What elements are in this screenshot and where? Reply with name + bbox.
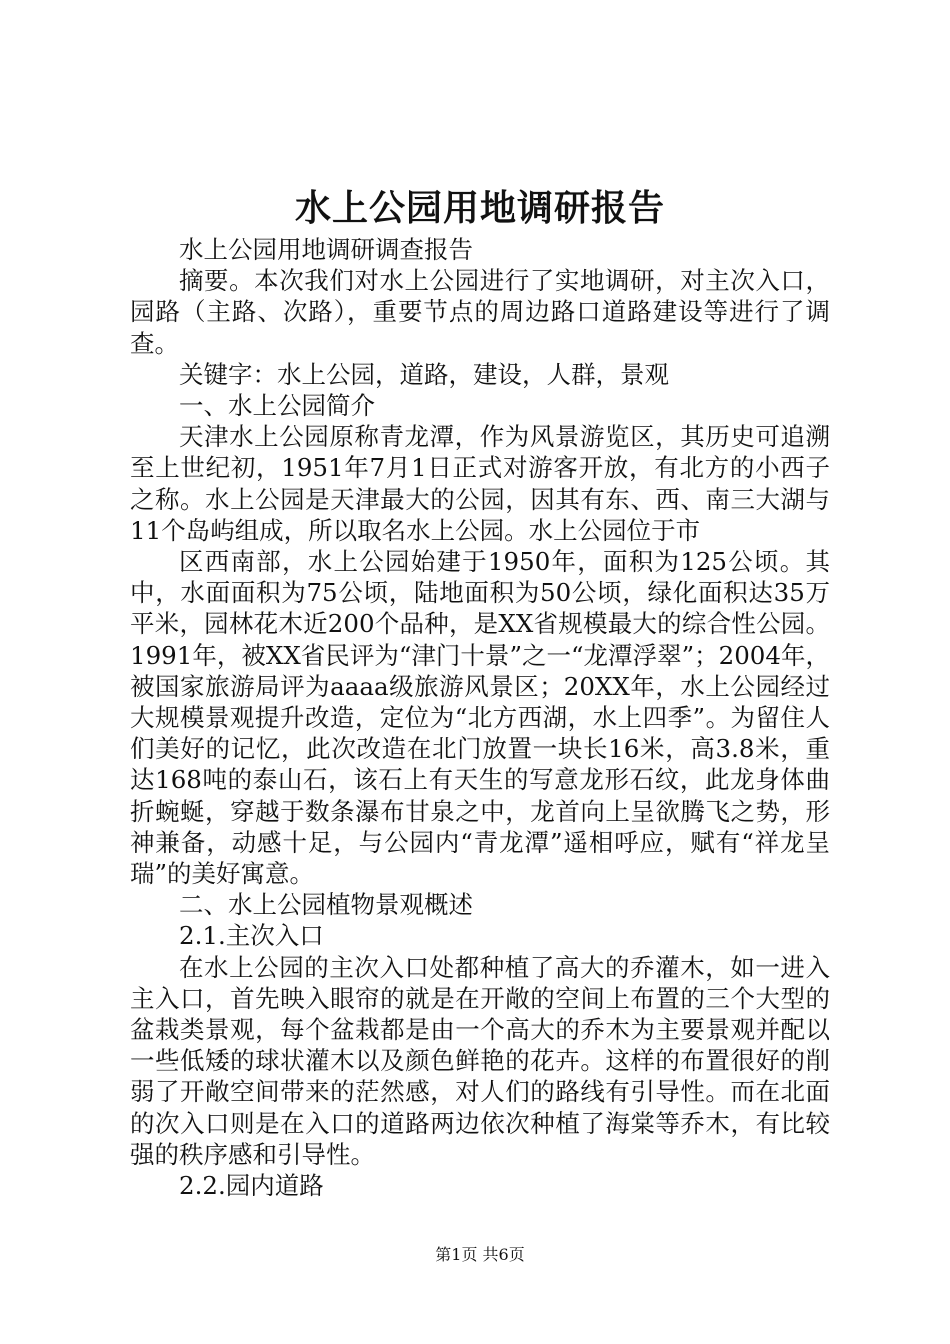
paragraph-subtitle: 水上公园用地调研调查报告 [179, 235, 473, 264]
paragraph-entrance: 在水上公园的主次入口处都种植了高大的乔灌木，如一进入主入口，首先映入眼帘的就是在开敞的空间上布置的三个大型的盆栽类景观，每个盆栽都是由一个高大的乔木为主要景观并配以一些低矮的球状灌木以及颜色鲜艳的花卉。这样的布置很好的削弱了开敞空间带来的茫然感，对人们的路线有引导性。而在北面的次入口则是在入口的道路两边依次种植了海棠等乔木，有比较强的秩序感和引导性。 [130, 952, 830, 1169]
section-heading-2: 二、水上公园植物景观概述 [179, 890, 473, 920]
paragraph-intro-1: 天津水上公园原称青龙潭，作为风景游览区，其历史可追溯至上世纪初，1951年7月1日正式对游客开放，有北方的小西子之称。水上公园是天津最大的公园，因其有东、西、南三大湖与11个岛屿组成，所以取名水上公园。水上公园位于市 [130, 422, 830, 545]
document-page [130, 0, 830, 1344]
document-title: 水上公园用地调研报告 [294, 187, 665, 229]
subsection-heading-2-1: 2.1.主次入口 [179, 921, 324, 951]
page-footer: 第1页 共6页 [435, 1245, 525, 1264]
paragraph-abstract: 摘要。本次我们对水上公园进行了实地调研，对主次入口，园路（主路、次路），重要节点的周边路口道路建设等进行了调查。 [130, 266, 830, 358]
subsection-heading-2-2: 2.2.园内道路 [179, 1171, 324, 1201]
paragraph-intro-2: 区西南部，水上公园始建于1950年，面积为125公顷。其中，水面面积为75公顷，陆地面积为50公顷，绿化面积达35万平米，园林花木近200个品种，是XX省规模最大的综合性公园。1991年，被XX省民评为“津门十景”之一“龙潭浮翠”；2004年，被国家旅游局评为aaaa级旅游风景区；20XX年，水上公园经过大规模景观提升改造，定位为“北方西湖，水上四季”。为留住人们美好的记忆，此次改造在北门放置一块长16米，高3.8米，重达168吨的泰山石，该石上有天生的写意龙形石纹，此龙身体曲折蜿蜒，穿越于数条瀑布甘泉之中，龙首向上呈欲腾飞之势，形神兼备，动感十足，与公园内“青龙潭”遥相呼应，赋有“祥龙呈瑞”的美好寓意。 [130, 547, 830, 889]
paragraph-keywords: 关键字：水上公园，道路，建设，人群，景观 [179, 359, 669, 389]
section-heading-1: 一、水上公园简介 [179, 391, 375, 421]
document-body [130, 234, 830, 1201]
